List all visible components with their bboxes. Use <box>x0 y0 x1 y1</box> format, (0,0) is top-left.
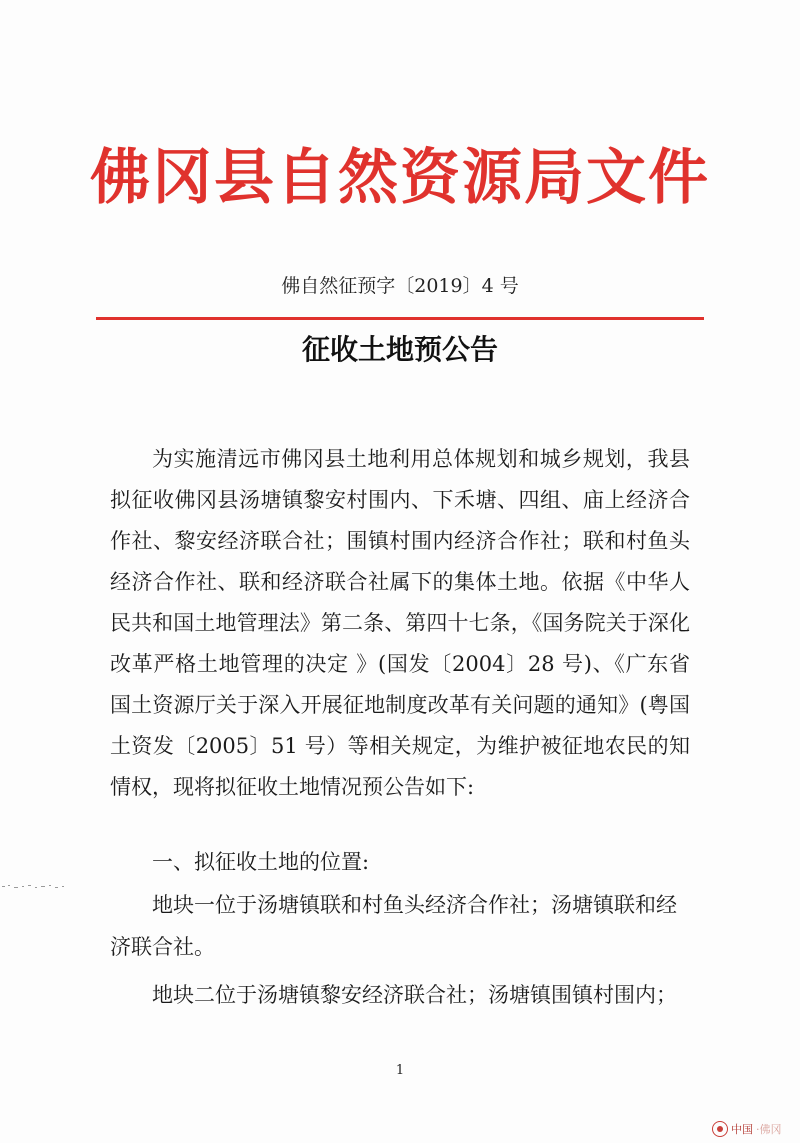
parcel-one-paragraph: 地块一位于汤塘镇联和村鱼头经济合作社；汤塘镇联和经济联合社。 <box>110 893 677 959</box>
notice-title: 征收土地预公告 <box>301 333 498 366</box>
scan-artifact-marks <box>0 880 70 896</box>
intro-paragraph: 为实施清远市佛冈县土地利用总体规划和城乡规划，我县拟征收佛冈县汤塘镇黎安村围内、下禾塘、四组、庙上经济合作社、黎安经济联合社；围镇村围内经济合作社；联和村鱼头经济合作社、联和经济联合社属下的集体土地。依据《中华人民共和国土地管理法》第二条、第四十七条，《国务院关于深化改革严格土地管理的决定 》(国发〔2004〕28 号)、《广东省国土资源厅关于深入开展征地制度改革有关问题的通知》(粤国土资发〔2005〕51 号）等相关规定，为维护被征地农民的知情权，现将拟征收土地情况预公告如下: <box>110 447 690 799</box>
site-watermark <box>712 1119 782 1139</box>
red-divider-line <box>96 317 704 320</box>
page-number: 1 <box>395 1063 405 1078</box>
watermark-prefix: 中国 <box>731 1123 753 1136</box>
document-number: 佛自然征预字〔2019〕4 号 <box>281 275 519 297</box>
agency-header-title: 佛冈县自然资源局文件 <box>90 143 710 213</box>
site-logo-icon <box>712 1121 728 1137</box>
section-heading-location: 一、拟征收土地的位置: <box>152 850 370 874</box>
watermark-suffix: ·佛冈 <box>756 1123 782 1136</box>
parcel-two-paragraph: 地块二位于汤塘镇黎安经济联合社；汤塘镇围镇村围内； <box>152 983 677 1007</box>
